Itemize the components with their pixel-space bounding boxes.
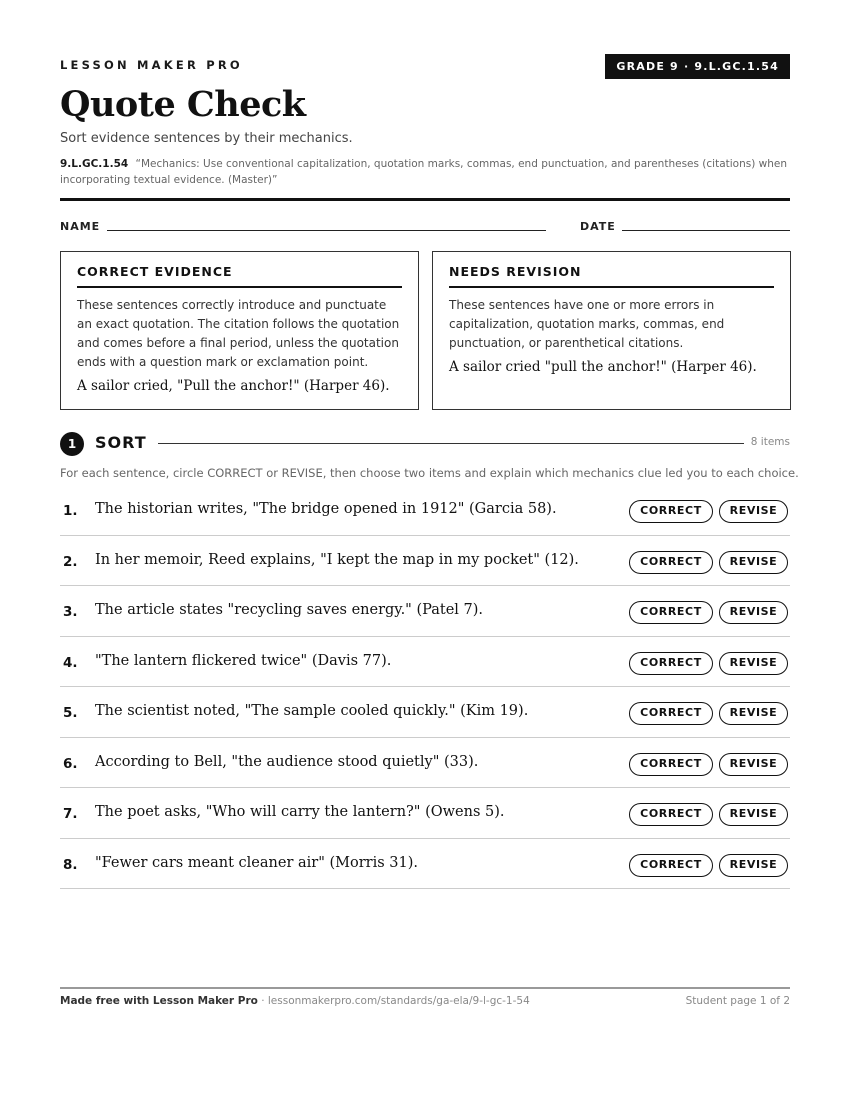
revise-button[interactable]: REVISE	[719, 652, 788, 675]
page-subtitle: Sort evidence sentences by their mechanics.	[60, 131, 353, 146]
sentence-list	[60, 485, 790, 889]
section-number-badge: 1	[60, 432, 84, 456]
correct-evidence-box	[60, 251, 419, 410]
correct-button[interactable]: CORRECT	[629, 753, 713, 776]
item-number: 8.	[63, 856, 78, 873]
item-sentence: "Fewer cars meant cleaner air" (Morris 31).	[95, 854, 418, 871]
list-item	[60, 687, 790, 738]
grade-badge: GRADE 9 · 9.L.GC.1.54	[605, 54, 790, 79]
item-sentence: The scientist noted, "The sample cooled quickly." (Kim 19).	[95, 703, 529, 719]
footer-url: · lessonmakerpro.com/standards/ga-ela/9-l-gc-1-54	[257, 995, 530, 1007]
section-instructions: For each sentence, circle CORRECT or REVISE, then choose two items and explain which mechanics clue led you to each choice.	[60, 466, 799, 480]
needs-revision-description: These sentences have one or more errors in capitalization, quotation marks, commas, end punctuation, or parenthetical citations.	[449, 298, 725, 350]
footer-divider	[60, 987, 790, 989]
revise-button[interactable]: REVISE	[719, 803, 788, 826]
date-field[interactable]	[622, 230, 790, 231]
item-sentence: In her memoir, Reed explains, "I kept the map in my pocket" (12).	[95, 551, 579, 568]
item-sentence: The poet asks, "Who will carry the lantern?" (Owens 5).	[95, 804, 505, 820]
correct-evidence-description: These sentences correctly introduce and punctuate an exact quotation. The citation follows the quotation and comes before a final period, unless the quotation ends with a question mark or exclamation point.	[77, 298, 400, 369]
item-number: 6.	[63, 755, 78, 772]
item-number: 5.	[63, 705, 78, 721]
correct-button[interactable]: CORRECT	[629, 652, 713, 675]
list-item	[60, 485, 790, 536]
item-number: 3.	[63, 604, 78, 620]
needs-revision-box	[432, 251, 791, 410]
item-sentence: According to Bell, "the audience stood quietly" (33).	[95, 753, 479, 770]
revise-button[interactable]: REVISE	[719, 500, 788, 523]
section-title: SORT	[95, 433, 147, 452]
page-indicator: Student page 1 of 2	[685, 995, 790, 1007]
item-count: 8 items	[750, 436, 790, 448]
list-item	[60, 839, 790, 890]
footer-made-with: Made free with Lesson Maker Pro	[60, 995, 258, 1007]
correct-button[interactable]: CORRECT	[629, 803, 713, 826]
brand-label: LESSON MAKER PRO	[60, 58, 243, 72]
item-number: 1.	[63, 503, 78, 519]
section-divider	[158, 443, 744, 444]
page-title: Quote Check	[60, 84, 306, 125]
correct-button[interactable]: CORRECT	[629, 601, 713, 624]
item-sentence: The article states "recycling saves energy." (Patel 7).	[95, 602, 484, 618]
revise-button[interactable]: REVISE	[719, 702, 788, 725]
revise-button[interactable]: REVISE	[719, 854, 788, 877]
revise-button[interactable]: REVISE	[719, 601, 788, 624]
standard-statement	[60, 156, 790, 188]
list-item	[60, 637, 790, 688]
list-item	[60, 738, 790, 789]
name-label: NAME	[60, 220, 101, 233]
correct-button[interactable]: CORRECT	[629, 500, 713, 523]
header-divider	[60, 198, 790, 201]
name-field[interactable]	[107, 230, 546, 231]
needs-revision-example: A sailor cried "pull the anchor!" (Harper 46).	[449, 359, 757, 375]
needs-revision-heading: NEEDS REVISION	[449, 264, 774, 288]
correct-evidence-heading: CORRECT EVIDENCE	[77, 264, 402, 288]
item-number: 2.	[63, 553, 78, 570]
correct-button[interactable]: CORRECT	[629, 854, 713, 877]
item-number: 7.	[63, 806, 78, 822]
item-sentence: The historian writes, "The bridge opened in 1912" (Garcia 58).	[95, 501, 557, 517]
revise-button[interactable]: REVISE	[719, 753, 788, 776]
standard-code: 9.L.GC.1.54	[60, 158, 129, 170]
footer-credit	[60, 995, 530, 1007]
correct-button[interactable]: CORRECT	[629, 551, 713, 574]
list-item	[60, 536, 790, 587]
list-item	[60, 788, 790, 839]
date-label: DATE	[580, 220, 616, 233]
standard-text: “Mechanics: Use conventional capitalization, quotation marks, commas, end punctuation, and parentheses (citations) when incorporating textual evidence. (Master)”	[60, 158, 788, 186]
correct-button[interactable]: CORRECT	[629, 702, 713, 725]
correct-evidence-example: A sailor cried, "Pull the anchor!" (Harper 46).	[77, 378, 390, 394]
list-item	[60, 586, 790, 637]
revise-button[interactable]: REVISE	[719, 551, 788, 574]
item-number: 4.	[63, 654, 78, 671]
item-sentence: "The lantern flickered twice" (Davis 77).	[95, 652, 392, 669]
